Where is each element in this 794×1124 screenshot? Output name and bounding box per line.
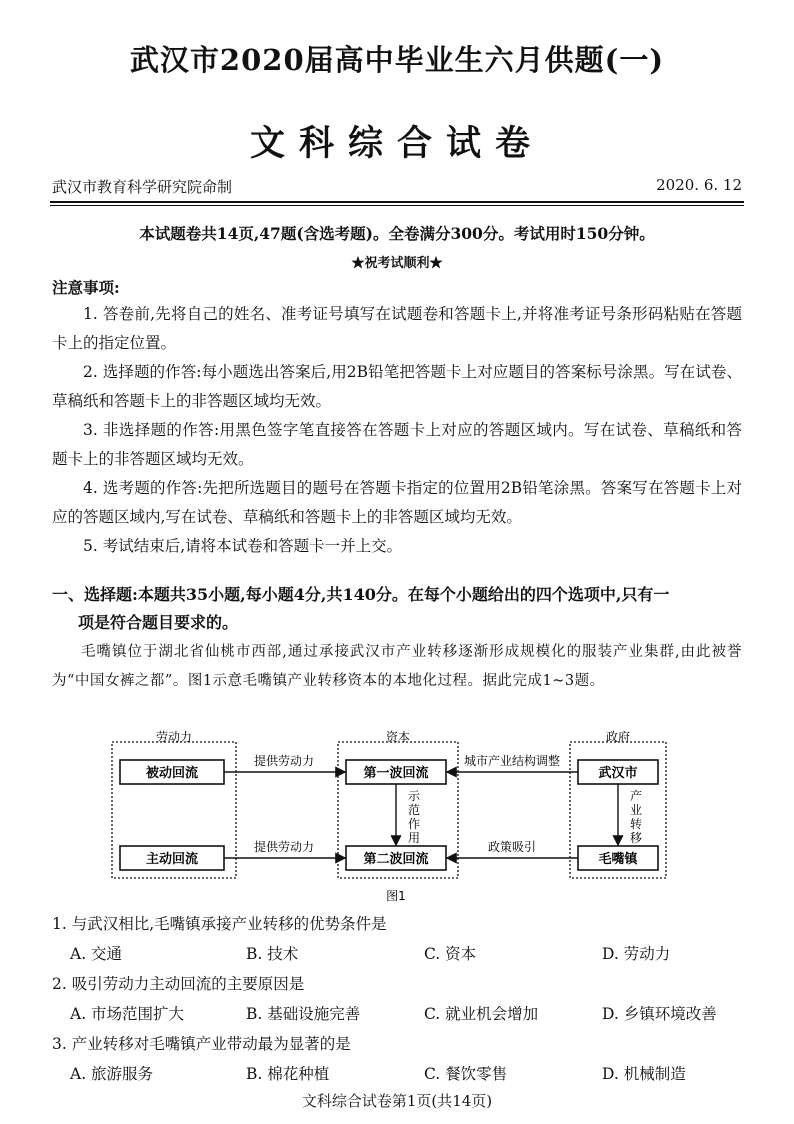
option-b: B. 技术 — [246, 945, 299, 963]
header-rule — [50, 201, 744, 203]
option-b: B. 基础设施完善 — [246, 1005, 361, 1023]
note-item: 5. 考试结束后,请将本试卷和答题卡一并上交。 — [83, 537, 403, 555]
exam-summary: 本试题卷共14页,47题(含选考题)。全卷满分300分。考试用时150分钟。 — [139, 224, 655, 243]
arrow-government-bottom-label: 政策吸引 — [487, 840, 537, 854]
option-c: C. 餐饮零售 — [424, 1065, 508, 1083]
option-a: A. 旅游服务 — [70, 1065, 154, 1083]
section-heading: 一、选择题:本题共35小题,每小题4分,共140分。在每个小题给出的四个选项中,只有一 — [52, 585, 670, 604]
page-footer: 文科综合试卷第1页(共14页) — [301, 1092, 493, 1110]
note-item: 1. 答卷前,先将自己的姓名、准考证号填写在试题卷和答题卡上,并将准考证号条形码粘贴在答题卡上的指定位置。 — [52, 305, 742, 352]
vert-label-char: 用 — [407, 831, 421, 845]
option-c: C. 就业机会增加 — [424, 1005, 539, 1023]
option-a: A. 市场范围扩大 — [70, 1005, 185, 1023]
option-a: A. 交通 — [70, 945, 123, 963]
col-label-labor: 劳动力 — [155, 730, 193, 744]
vert-label-char: 作 — [407, 817, 421, 831]
option-d: D. 劳动力 — [602, 945, 671, 963]
question-stem: 2. 吸引劳动力主动回流的主要原因是 — [52, 975, 305, 993]
box-maozui-label: 毛嘴镇 — [598, 852, 638, 867]
option-d: D. 乡镇环境改善 — [602, 1005, 717, 1023]
option-d: D. 机械制造 — [602, 1065, 686, 1083]
vert-label-char: 转 — [629, 817, 643, 831]
question-stem: 3. 产业转移对毛嘴镇产业带动最为显著的是 — [52, 1035, 351, 1053]
figure-caption: 图1 — [386, 889, 406, 903]
col-label-capital: 资本 — [385, 730, 411, 744]
good-luck-line: ★祝考试顺利★ — [351, 256, 443, 271]
section-heading-cont: 项是符合题目要求的。 — [78, 613, 239, 632]
question-stem: 1. 与武汉相比,毛嘴镇承接产业转移的优势条件是 — [52, 915, 387, 933]
note-item: 2. 选择题的作答:每小题选出答案后,用2B铅笔把答题卡上对应题目的答案标号涂黑。写在试卷、草稿纸和答题卡上的非答题区域均无效。 — [52, 363, 742, 410]
note-item: 4. 选考题的作答:先把所选题目的题号在答题卡指定的位置用2B铅笔涂黑。答案写在答题卡上对应的答题区域内,写在试卷、草稿纸和答题卡上的非答题区域均无效。 — [52, 479, 742, 526]
vert-label-char: 移 — [629, 831, 643, 845]
box-passive-return-label: 被动回流 — [145, 766, 199, 781]
box-first-wave-label: 第一波回流 — [363, 766, 429, 781]
vert-label-char: 业 — [629, 803, 643, 817]
box-wuhan-label: 武汉市 — [598, 766, 638, 781]
exam-title: 武汉市2020届高中毕业生六月供题(一) — [129, 43, 665, 77]
box-second-wave-label: 第二波回流 — [363, 852, 429, 867]
option-c: C. 资本 — [424, 945, 477, 963]
issuer: 武汉市教育科学研究院命制 — [52, 178, 233, 196]
box-active-return-label: 主动回流 — [145, 852, 199, 867]
vert-label-char: 示 — [407, 789, 421, 803]
vert-label-char: 产 — [629, 789, 643, 803]
arrow-government-top-label: 城市产业结构调整 — [463, 754, 561, 768]
figure-1-diagram — [100, 728, 700, 908]
arrow-labor-top-label: 提供劳动力 — [253, 754, 315, 768]
question-material: 毛嘴镇位于湖北省仙桃市西部,通过承接武汉市产业转移逐渐形成规模化的服装产业集群,由此被誉为“中国女裤之都”。图1示意毛嘴镇产业转移资本的本地化过程。据此完成1~3题。 — [52, 644, 742, 689]
note-item: 3. 非选择题的作答:用黑色签字笔直接答在答题卡上对应的答题区域内。写在试卷、草稿纸和答题卡上的非答题区域均无效。 — [52, 421, 742, 468]
header-rule-thin — [50, 205, 744, 206]
option-b: B. 棉花种植 — [246, 1065, 330, 1083]
notes-heading: 注意事项: — [52, 278, 120, 297]
exam-date: 2020. 6. 12 — [656, 176, 742, 194]
exam-subtitle: 文科综合试卷 — [249, 123, 544, 164]
col-label-government: 政府 — [605, 730, 631, 744]
vert-label-char: 范 — [407, 803, 421, 817]
arrow-labor-bottom-label: 提供劳动力 — [253, 840, 315, 854]
